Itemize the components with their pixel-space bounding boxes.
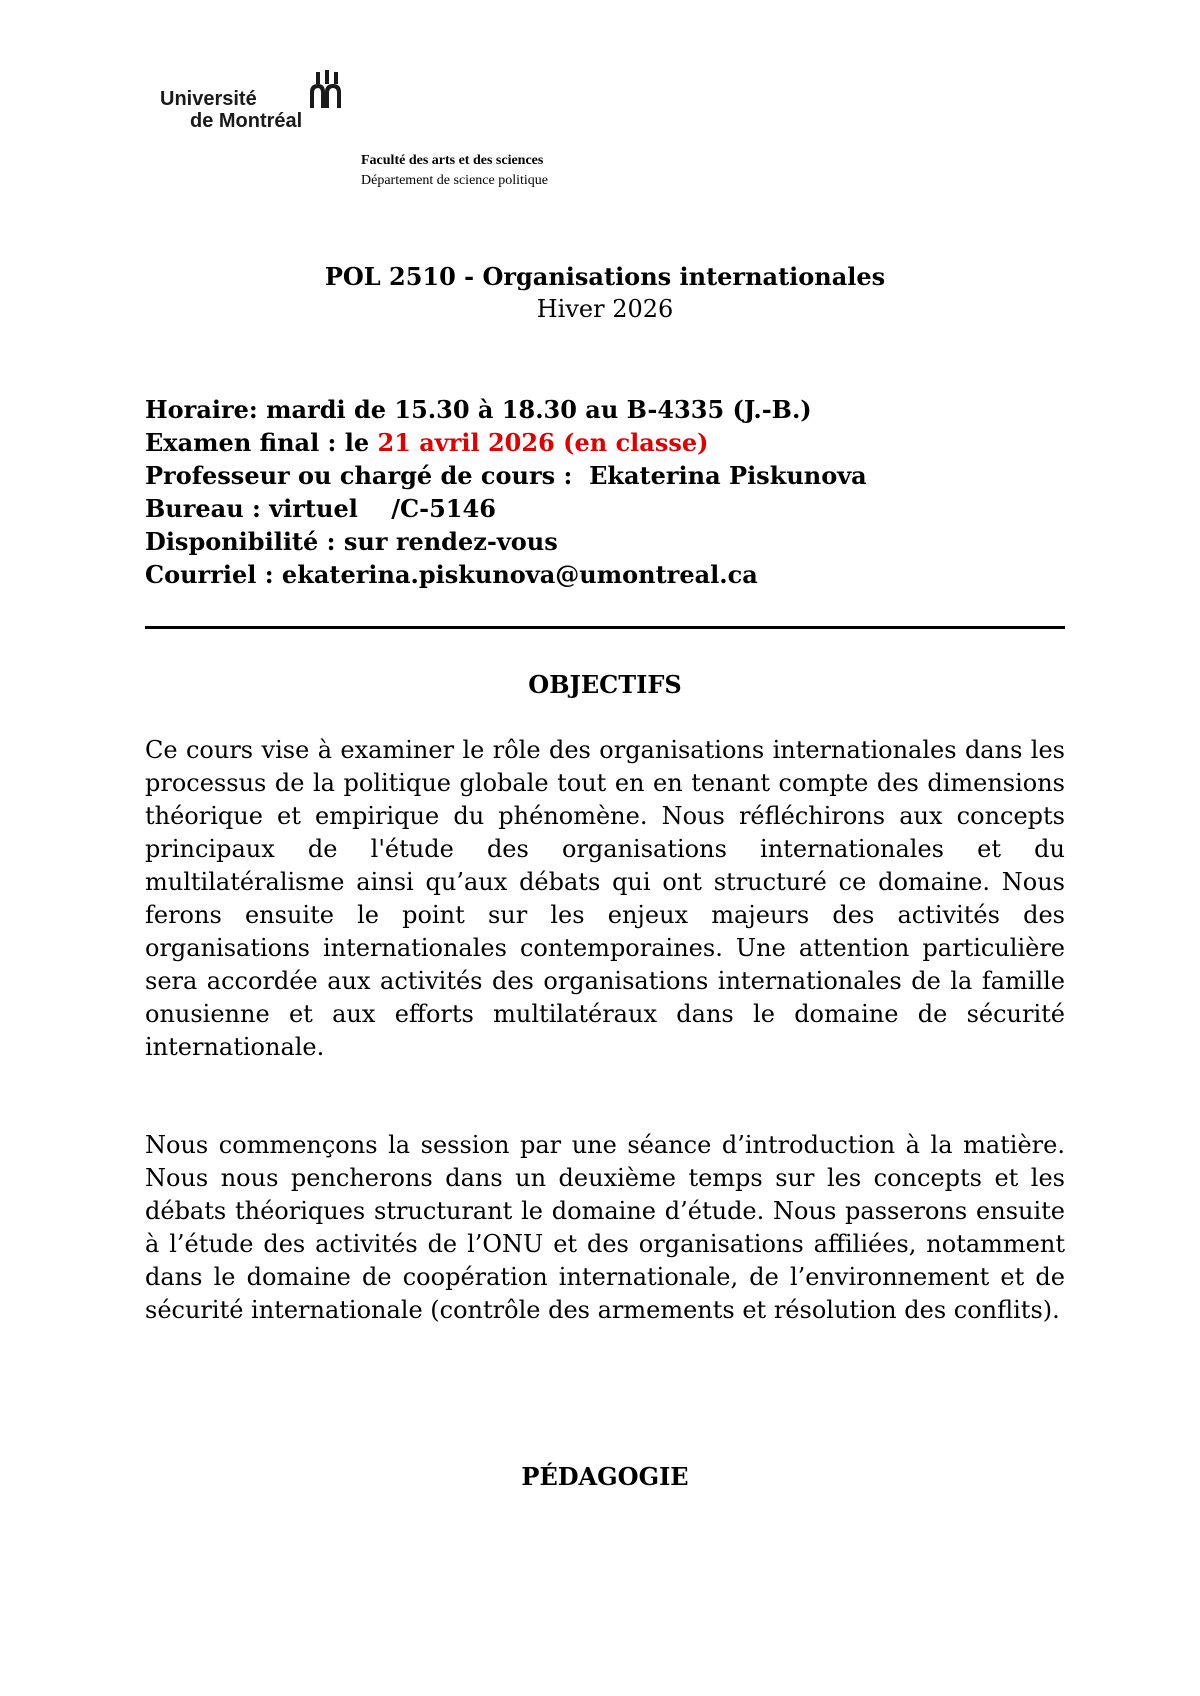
- department-name: Département de science politique: [361, 173, 548, 188]
- horizontal-divider: [145, 626, 1065, 629]
- course-term: Hiver 2026: [536, 295, 674, 323]
- objectives-heading: OBJECTIFS: [528, 670, 682, 699]
- course-info: [145, 393, 1065, 591]
- email-line: Courriel : ekaterina.piskunova@umontreal.ca: [145, 560, 758, 589]
- objectives-paragraph-1: Ce cours vise à examiner le rôle des organisations internationales dans les processus de la politique globale tout en en tenant compte des dimensions théorique et empirique du phénomène. Nous réfléchirons aux concepts principaux de l'étude des organisations internationales et du multilatéralisme ainsi qu’aux débats qui ont structuré ce domaine. Nous ferons ensuite le point sur les enjeux majeurs des activités des organisations internationales contemporaines. Une attention particulière sera accordée aux activités des organisations internationales de la famille onusienne et aux efforts multilatéraux dans le domaine de sécurité internationale.: [145, 736, 1065, 1061]
- university-name-line1: Université: [160, 88, 257, 110]
- exam-line: [145, 426, 1065, 459]
- office-line: Bureau : virtuel /C-5146: [145, 494, 496, 523]
- university-logo: [160, 70, 350, 140]
- exam-date: 21 avril 2026 (en classe): [377, 428, 709, 457]
- availability-line: Disponibilité : sur rendez-vous: [145, 527, 558, 556]
- course-title-block: [145, 260, 1065, 326]
- faculty-name: Faculté des arts et des sciences: [361, 153, 544, 168]
- objectives-paragraph-2: Nous commençons la session par une séance d’introduction à la matière. Nous nous pencherons dans un deuxième temps sur les concepts et les débats théoriques structurant le domaine d’étude. Nous passerons ensuite à l’étude des activités de l’ONU et des organisations affiliées, notamment dans le domaine de coopération internationale, de l’environnement et de sécurité internationale (contrôle des armements et résolution des conflits).: [145, 1131, 1065, 1324]
- university-emblem-icon: [308, 70, 348, 110]
- pedagogy-heading: PÉDAGOGIE: [521, 1462, 689, 1491]
- faculty-block: [361, 151, 548, 191]
- exam-label: Examen final : le: [145, 428, 378, 457]
- schedule-line: Horaire: mardi de 15.30 à 18.30 au B-4335 (J.-B.): [145, 395, 812, 424]
- university-name: [160, 88, 302, 132]
- university-name-line2: de Montréal: [190, 110, 303, 132]
- professor-line: Professeur ou chargé de cours : Ekaterina Piskunova: [145, 461, 867, 490]
- course-title: POL 2510 - Organisations internationales: [324, 262, 886, 291]
